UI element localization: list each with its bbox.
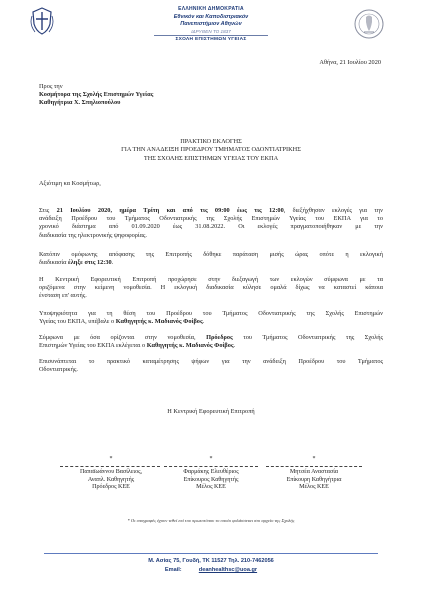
- footer-email-row: [0, 567, 422, 573]
- signatory-3-title: Επίκουρη Καθηγήτρια: [286, 476, 342, 483]
- letterhead-line-5: ΣΧΟΛΗ ΕΠΙΣΤΗΜΩΝ ΥΓΕΙΑΣ: [175, 37, 247, 42]
- paragraph-3-line-1: Η Κεντρική Εφορευτική Επιτροπή προχώρησε στην διεξαγωγή των εκλογών σύμφωνα με τα: [39, 276, 383, 283]
- signatory-1-name: Παπαϊωάννου Βασίλειος,: [79, 469, 143, 475]
- letterhead-line-3: Πανεπιστήμιον Αθηνών: [180, 21, 242, 27]
- signatory-1-role: Πρόεδρος ΚΕΕ: [92, 484, 130, 491]
- paragraph-5: [39, 334, 383, 350]
- signature-mark-2: *: [209, 456, 213, 462]
- recipient-line-2: Καθηγήτρια Χ. Σπηλιοπούλου: [39, 99, 121, 107]
- paragraph-3-line-3: ένσταση επ' αυτής.: [39, 292, 87, 300]
- signatory-3: [259, 469, 369, 492]
- footer-address: Μ. Ασίας 75, Γουδή, ΤΚ 11527 Τηλ. 210-7462056: [148, 558, 274, 564]
- title-line-2: ΓΙΑ ΤΗΝ ΑΝΑΔΕΙΞΗ ΠΡΟΕΔΡΟΥ ΤΜΗΜΑΤΟΣ ΟΔΟΝΤΙΑΤΡΙΚΗΣ: [121, 146, 301, 154]
- paragraph-1: [39, 207, 383, 240]
- university-seal-icon: [353, 8, 385, 40]
- paragraph-2: [39, 251, 383, 267]
- paragraph-4-line-1: Υποψηφιότητα για τη θέση του Προέδρου του Τμήματος Οδοντιατρικής της Σχολής Επιστημών: [39, 310, 383, 317]
- paragraph-6: [39, 358, 383, 374]
- paragraph-6-line-1: Επισυνάπτεται το πρακτικό καταμέτρησης ψήφων για την ανάδειξη Προέδρου του Τμήματος: [39, 358, 383, 365]
- signatory-1-title: Αναπλ. Καθηγητής: [87, 476, 135, 483]
- title-line-3: ΤΗΣ ΣΧΟΛΗΣ ΕΠΙΣΤΗΜΩΝ ΥΓΕΙΑΣ ΤΟΥ ΕΚΠΑ: [143, 154, 279, 162]
- title-line-1: ΠΡΑΚΤΙΚΟ ΕΚΛΟΓΗΣ: [180, 138, 242, 145]
- paragraph-3: [39, 276, 383, 301]
- signature-line-1: [60, 466, 160, 467]
- signature-mark-1: *: [109, 456, 113, 462]
- footer-email-link[interactable]: deanhealthsc@uoa.gr: [198, 567, 258, 573]
- signatory-2-role: Μέλος ΚΕΕ: [196, 484, 226, 491]
- footer-email-label: Email:: [164, 567, 182, 573]
- greek-emblem-icon: [30, 6, 54, 36]
- recipient-to: Προς την: [39, 83, 63, 90]
- signature-line-3: [266, 466, 362, 467]
- paragraph-4: [39, 310, 383, 326]
- paragraph-6-line-2: Οδοντιατρικής.: [39, 366, 78, 374]
- document-date: Αθήνα, 21 Ιουλίου 2020: [319, 59, 381, 66]
- footer-divider: [44, 553, 378, 554]
- signatory-2-name: Φαρμάκης Ελευθέριος: [183, 469, 239, 475]
- paragraph-1-line-1: Στις 21 Ιουλίου 2020, ημέρα Τρίτη και από τις 09:00 έως τις 12:00, διεξήχθησαν εκλογές για την: [39, 207, 384, 214]
- salutation: Αξιότιμη κα Κοσμήτωρ,: [39, 180, 101, 187]
- signature-mark-3: *: [312, 456, 316, 462]
- recipient-line-1: Κοσμήτορα της Σχολής Επιστημών Υγείας: [39, 91, 154, 99]
- paragraph-1-line-3: χρονικό διάστημα από 01.09.2020 έως 31.08.2022. Οι εκλογές πραγματοποιήθηκαν με την: [39, 223, 383, 231]
- signature-line-2: [164, 466, 258, 467]
- signatory-2: [156, 469, 266, 492]
- paragraph-2-line-2: διαδικασία έληξε στις 12:30.: [39, 259, 114, 267]
- letterhead-line-2: Εθνικόν και Καποδιστριακόν: [173, 14, 249, 20]
- letterhead-line-1: ΕΛΛΗΝΙΚΗ ΔΗΜΟΚΡΑΤΙΑ: [178, 6, 244, 12]
- paragraph-1-line-4: διαδικασία της ηλεκτρονικής ψηφοφορίας.: [39, 231, 147, 239]
- document-title: [0, 138, 422, 163]
- paragraph-3-line-2: οριζόμενα στην κείμενη νομοθεσία. Η εκλογική διαδικασία κύλησε ομαλά δίχως να καταστεί κάποια: [39, 284, 383, 292]
- paragraph-5-line-1: Σύμφωνα με όσα ορίζονται στην νομοθεσία, Πρόεδρος του Τμήματος Οδοντιατρικής της Σχολής: [39, 334, 383, 341]
- paragraph-1-line-2: ανάδειξη Προέδρου του Τμήματος Οδοντιατρικής της Σχολής Επιστημών Υγείας του ΕΚΠΑ για το: [39, 215, 383, 223]
- signatory-1: [56, 469, 166, 492]
- committee-heading: Η Κεντρική Εφορευτική Επιτροπή: [167, 408, 255, 415]
- paragraph-2-line-1: Κατόπιν ομόφωνης απόφασης της Επιτροπής δόθηκε παράταση μισής ώρας οπότε η εκλογική: [39, 251, 383, 258]
- letterhead: [90, 0, 332, 44]
- signatory-3-role: Μέλος ΚΕΕ: [299, 484, 329, 491]
- signatory-2-title: Επίκουρος Καθηγητής: [183, 476, 239, 483]
- letterhead-divider: [154, 35, 268, 36]
- signatory-3-name: Μητσέα Αναστασία: [289, 469, 339, 475]
- letterhead-line-4: ΙΔΡΥΘΕΝ ΤΟ 1837: [191, 29, 231, 34]
- paragraph-4-line-2: Υγείας του ΕΚΠΑ, υπέβαλε ο Καθηγητής κ. Μαδιανός Φοίβος.: [39, 318, 205, 326]
- signature-note: * Οι υπογραφές έχουν τεθεί επί του πρωτοτύπου το οποίο φυλάσσεται στο αρχείο της Σχολής: [127, 518, 295, 523]
- recipient-block: [39, 83, 153, 108]
- paragraph-5-line-2: Επιστημών Υγείας του ΕΚΠΑ εκλέγεται ο Καθηγητής κ. Μαδιανός Φοίβος.: [39, 342, 236, 350]
